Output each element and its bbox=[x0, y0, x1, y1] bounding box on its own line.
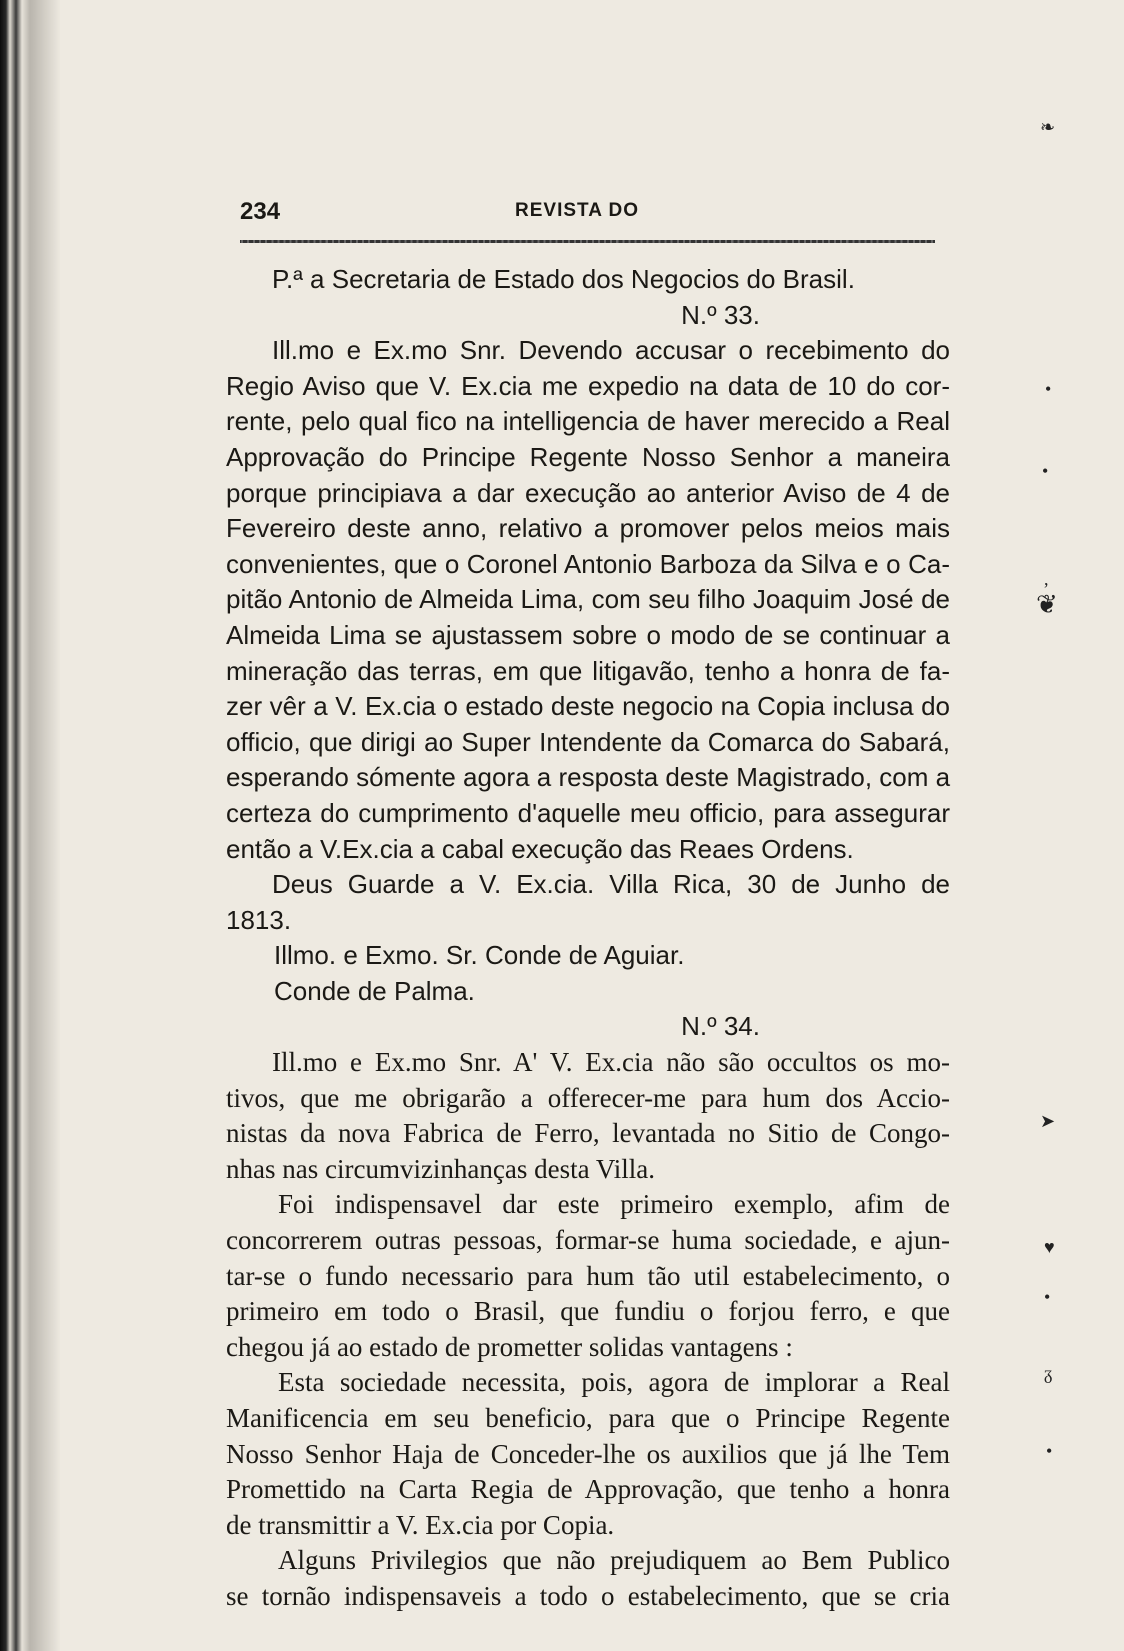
text-line: certeza do cumprimento d'aquelle meu officio, para assegurar bbox=[226, 797, 950, 828]
page-number: 234 bbox=[240, 198, 281, 225]
text-line: Regio Aviso que V. Ex.cia me expedio na data de 10 do cor- bbox=[226, 370, 950, 401]
text-line: tar-se o fundo necessario para hum tão util estabelecimento, o bbox=[226, 1260, 950, 1291]
text-line: nhas nas circumvizinhanças desta Villa. bbox=[226, 1153, 655, 1184]
book-binding-shadow bbox=[0, 0, 60, 1651]
text-line: P.ª a Secretaria de Estado dos Negocios do Brasil. bbox=[272, 264, 855, 294]
margin-mark: ➤ bbox=[1040, 1111, 1056, 1131]
text-line: chegou já ao estado de prometter solidas vantagens : bbox=[226, 1331, 793, 1362]
text-line: se tornão indispensaveis a todo o estabelecimento, que se cria bbox=[226, 1580, 950, 1611]
page-header bbox=[240, 196, 935, 243]
text-line: Esta sociedade necessita, pois, agora de implorar a Real bbox=[278, 1367, 950, 1398]
section-number: N.º 34. bbox=[681, 1011, 760, 1042]
text-line: mineração das terras, em que litigavão, tenho a honra de fa- bbox=[226, 655, 950, 686]
signature-line: Conde de Palma. bbox=[274, 975, 475, 1006]
text-line: Alguns Privilegios que não prejudiquem ao Bem Publico bbox=[278, 1545, 950, 1576]
text-line: Manificencia em seu beneficio, para que o Principe Regente bbox=[226, 1403, 950, 1433]
text-line: tivos, que me obrigarão a offerecer-me para hum dos Accio- bbox=[226, 1082, 950, 1113]
text-line: rente, pelo qual fico na intelligencia de haver merecido a Real bbox=[226, 406, 950, 437]
text-line: Deus Guarde a V. Ex.cia. Villa Rica, 30 de Junho de bbox=[272, 869, 950, 900]
running-head: REVISTA DO bbox=[515, 200, 640, 221]
text-line: nistas da nova Fabrica de Ferro, levantada no Sitio de Congo- bbox=[226, 1118, 950, 1149]
margin-mark: ❦ bbox=[1036, 590, 1058, 619]
text-line: Almeida Lima se ajustassem sobre o modo de se continuar a bbox=[226, 619, 950, 650]
text-line: convenientes, que o Coronel Antonio Barboza da Silva e o Ca- bbox=[226, 548, 950, 579]
text-line: Ill.mo e Ex.mo Snr. Devendo accusar o recebimento do bbox=[272, 335, 950, 366]
text-line: Nosso Senhor Haja de Conceder-lhe os auxilios que já lhe Tem bbox=[226, 1438, 950, 1469]
addressee-line: Illmo. e Exmo. Sr. Conde de Aguiar. bbox=[274, 940, 685, 971]
text-line: officio, que dirigi ao Super Intendente da Comarca do Sabará, bbox=[226, 726, 950, 757]
margin-mark: • bbox=[1044, 1287, 1051, 1307]
text-line: de transmittir a V. Ex.cia por Copia. bbox=[226, 1509, 615, 1540]
text-line: Fevereiro deste anno, relativo a promover pelos meios mais bbox=[226, 513, 950, 544]
document-body bbox=[226, 262, 950, 1615]
margin-mark: ♥ bbox=[1044, 1237, 1055, 1257]
text-line: zer vêr a V. Ex.cia o estado deste negocio na Copia inclusa do bbox=[226, 691, 950, 722]
margin-mark: ᵹ bbox=[1044, 1363, 1053, 1383]
text-line: Ill.mo e Ex.mo Snr. A' V. Ex.cia não são occultos os mo- bbox=[272, 1047, 950, 1078]
text-line: então a V.Ex.cia a cabal execução das Reaes Ordens. bbox=[226, 833, 854, 864]
margin-mark: ❧ bbox=[1040, 117, 1056, 137]
text-line: esperando sómente agora a resposta deste Magistrado, com a bbox=[226, 762, 951, 793]
text-line: Promettido na Carta Regia de Approvação, que tenho a honra bbox=[226, 1474, 950, 1505]
section-number: N.º 33. bbox=[681, 299, 760, 330]
text-line: Approvação do Principe Regente Nosso Senhor a maneira bbox=[226, 441, 950, 472]
text-line: primeiro em todo o Brasil, que fundiu o forjou ferro, e que bbox=[226, 1296, 950, 1327]
text-line: pitão Antonio de Almeida Lima, com seu filho Joaquim José de bbox=[226, 584, 950, 615]
text-line: concorrerem outras pessoas, formar-se huma sociedade, e ajun- bbox=[226, 1225, 950, 1256]
margin-mark: • bbox=[1046, 1441, 1053, 1461]
margin-mark: , bbox=[1044, 569, 1049, 589]
text-line: 1813. bbox=[226, 904, 292, 935]
text-line: porque principiava a dar execução ao anterior Aviso de 4 de bbox=[226, 477, 950, 508]
margin-mark: • bbox=[1042, 461, 1049, 481]
text-line: Foi indispensavel dar este primeiro exemplo, afim de bbox=[278, 1189, 950, 1220]
margin-mark: • bbox=[1045, 379, 1052, 399]
